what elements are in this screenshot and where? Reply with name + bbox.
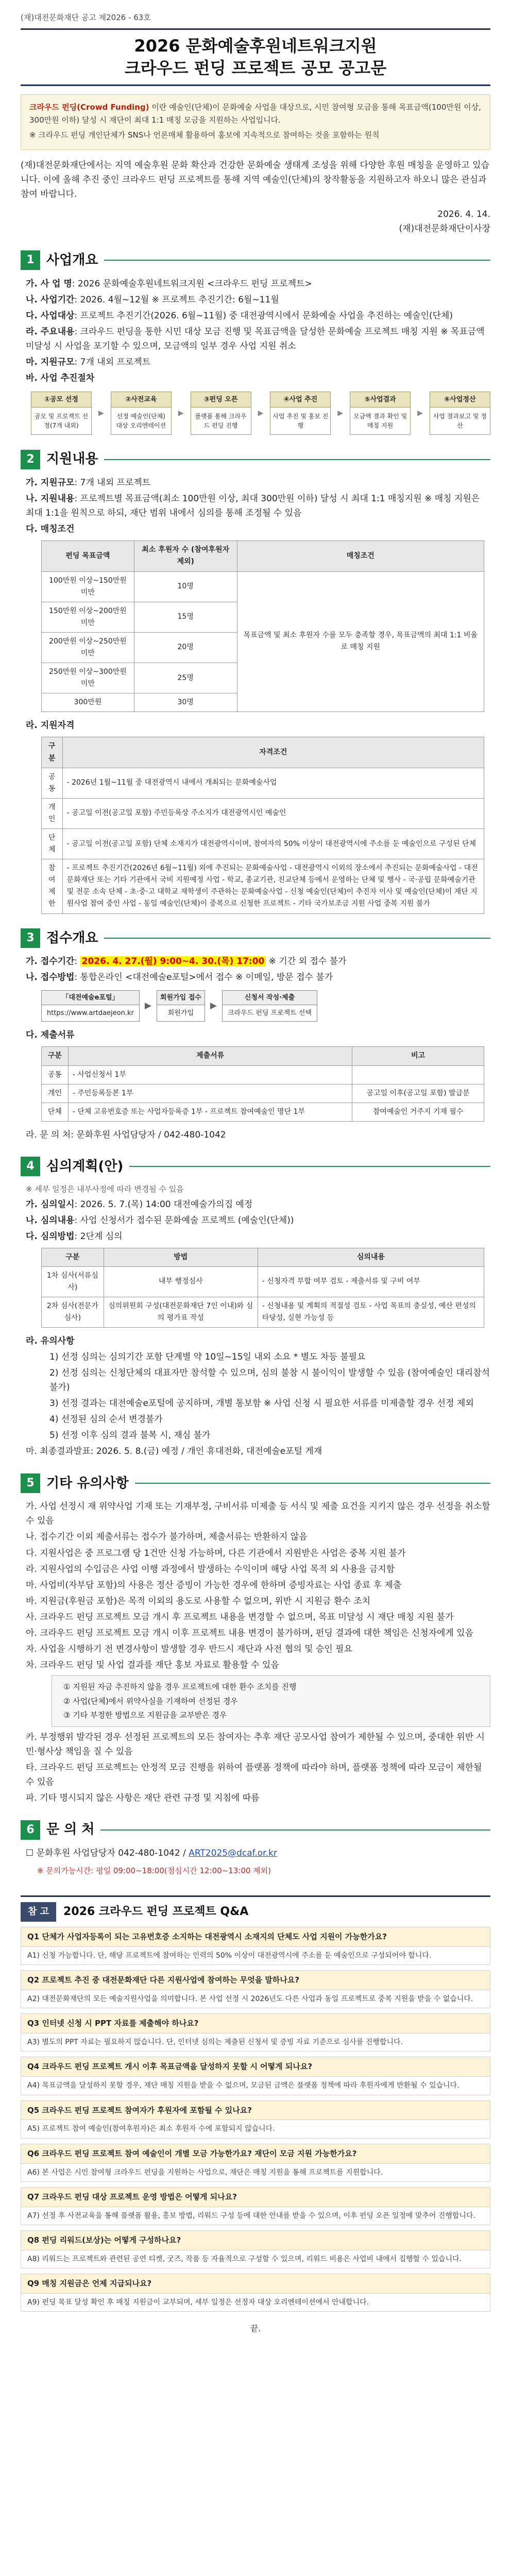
section-3-header (21, 927, 490, 950)
arrow-right-icon: ▶ (210, 1001, 217, 1011)
precaution-item: 1) 선정 심의는 심의기간 포함 단계별 약 10일~15일 내외 소요 * 별도 차등 불필요 (49, 1352, 366, 1363)
table-cell: 공고일 이후(공고일 포함) 발급분 (352, 1084, 484, 1103)
table-cell: 공통 (42, 768, 63, 798)
review-item-key: 가. 심의일시 (26, 1199, 75, 1210)
flow-step-title: ①공모 선정 (31, 392, 92, 408)
section-2-items (21, 476, 490, 536)
refund-case: ② 사업(단체)에서 위약사실을 기재하여 선정된 경우 (63, 1696, 238, 1706)
arrow-right-icon: ▶ (417, 409, 423, 417)
section-number: 1 (21, 250, 40, 270)
section-number: 5 (21, 1473, 40, 1493)
notice-date: 2026. 4. 14. (437, 209, 490, 219)
review-table-wrap (41, 1248, 484, 1328)
flow-step (430, 392, 490, 435)
section-title: 심의계획(안) (46, 1158, 124, 1174)
precaution-item: 3) 선정 결과는 대전예술e포털에 공지하며, 개별 통보함 ※ 사업 신청 시 필요한 서류를 미제출할 경우 선정 제외 (49, 1398, 474, 1409)
table-cell: - 신청내용 및 계획의 적절성 검토 - 사업 목표의 충실성, 예산 편성의 타당성, 실현 가능성 등 (258, 1297, 484, 1327)
qa-header (21, 1895, 490, 1922)
qa-item (21, 2057, 490, 2095)
title-line-2: 크라우드 펀딩 프로젝트 공모 공고문 (124, 58, 387, 78)
section-title: 문 의 처 (46, 1822, 95, 1838)
section-divider (104, 938, 490, 939)
notice-box (21, 94, 490, 150)
section-divider (100, 1829, 490, 1831)
table-cell: - 사업신청서 1부 (68, 1065, 352, 1084)
flow-step-desc: 모금액 결과 확인 및 매칭 지원 (350, 408, 411, 435)
final-announcement: 마. 최종결과발표: 2026. 5. 8.(금) 예정 / 개인 휴대전화, 대전예술e포털 게재 (26, 1446, 322, 1457)
eligibility-table-wrap (41, 737, 484, 913)
application-step-title: 「대전예술e포털」 (42, 991, 139, 1005)
table-cell: 25명 (134, 663, 237, 693)
table-header-cell: 매칭조건 (237, 541, 484, 571)
table-cell: - 신청자격 부합 여부 검토 - 제출서류 및 구비 여부 (258, 1266, 484, 1297)
table-row (42, 768, 484, 798)
table-cell: - 단체 고유번호증 또는 사업자등록증 1부 - 프로젝트 참여예술인 명단 1부 (68, 1103, 352, 1121)
qa-item (21, 2013, 490, 2052)
table-header-cell: 구분 (42, 1248, 104, 1266)
section-2-header (21, 448, 490, 470)
title-line-1: 2026 문화예술후원네트워크지원 (134, 36, 377, 56)
qa-question: Q4 크라우드 펀딩 프로젝트 개시 이후 목표금액을 달성하지 못할 시 어떻게 되나요? (21, 2057, 490, 2077)
matching-table-wrap (41, 540, 484, 712)
overview-item (26, 355, 490, 369)
section-number: 2 (21, 450, 40, 469)
overview-item-value: : 프로젝트 추진기간(2026. 6월~11월) 중 대전광역시에서 문화예술 사업을 추진하는 예술인(단체) (74, 310, 453, 321)
section-4-header (21, 1156, 490, 1178)
section-title: 사업개요 (46, 252, 98, 268)
section-divider (104, 260, 490, 261)
table-cell: 30명 (134, 693, 237, 712)
qa-answer: A7) 선정 후 사전교육을 통해 플랫폼 활용, 홍보 방법, 리워드 구성 등에 대한 안내를 받을 수 있으며, 이후 펀딩 오픈 일정에 맞추어 진행합니다. (27, 2211, 475, 2220)
qa-question: Q9 매칭 지원금은 언제 지급되나요? (21, 2274, 490, 2294)
table-cell: 1차 심사(서류심사) (42, 1266, 104, 1297)
flow-step (270, 392, 331, 435)
qa-answer: A5) 프로젝트 참여 예술인(참여후원자)은 최소 후원자 수에 포함되지 않습니다. (27, 2125, 275, 2133)
table-cell: 20명 (134, 632, 237, 663)
overview-item-key: 나. 사업기간 (26, 294, 75, 305)
notice-line-2: ※ 크라우드 펀딩 개인단체가 SNS나 언론매체 활용하여 홍보에 지속적으로 참여하는 것을 포함하는 원칙 (29, 130, 380, 140)
caution-item: 가. 사업 선정시 재 위약사업 기재 또는 기재부정, 구비서류 미제출 등 서식 및 제출 요건을 지키지 않은 경우 선정을 취소할 수 있음 (26, 1501, 490, 1527)
section-number: 3 (21, 928, 40, 948)
application-step (157, 990, 205, 1022)
table-row (42, 859, 484, 913)
caution-item: 자. 사업을 시행하기 전 변경사항이 발생할 경우 반드시 재단과 사전 협의 및 승인 필요 (26, 1643, 353, 1654)
table-header-cell: 심의내용 (258, 1248, 484, 1266)
qa-answer: A2) 대전문화재단의 모든 예술지원사업을 의미합니다. 본 사업 선정 시 2026년도 다른 사업과 동일 프로젝트로 중복 지원을 받을 수 없습니다. (27, 1994, 473, 2003)
overview-item-key: 다. 사업대상 (26, 310, 75, 321)
table-cell: 100만원 이상~150만원 미만 (42, 571, 134, 602)
application-step-title: 회원가입 접수 (157, 991, 205, 1005)
table-row (42, 798, 484, 828)
review-item (26, 1213, 490, 1228)
caution-item: 다. 지원사업은 중 프로그램 당 1건만 신청 가능하며, 다른 기관에서 지원받은 사업은 중복 지원 불가 (26, 1548, 406, 1558)
qa-title: 2026 크라우드 펀딩 프로젝트 Q&A (63, 1905, 249, 1919)
table-header-cell: 방법 (104, 1248, 258, 1266)
notice-line-1 (29, 101, 482, 127)
qa-list (21, 1927, 490, 2312)
section-1-header (21, 249, 490, 272)
table-row (42, 1084, 484, 1103)
caution-item: 차. 크라우드 펀딩 및 사업 결과를 재단 홍보 자료로 활용할 수 있음 (26, 1659, 279, 1670)
table-header-cell: 구분 (42, 737, 63, 768)
table-row (42, 1065, 484, 1084)
schedule-note: ※ 세부 일정은 내부사정에 따라 변경될 수 있음 (26, 1184, 184, 1194)
application-step-desc: https://www.artdaejeon.kr (47, 1009, 134, 1017)
flow-step-desc: 선정 예술인(단체) 대상 오리엔테이션 (111, 408, 172, 435)
caution-item: 카. 부정행위 발각된 경우 선정된 프로젝트의 모든 참여자는 추후 재단 공모사업 참여가 제한될 수 있으며, 중대한 위반 시 민·형사상 책임을 질 수 있음 (26, 1732, 485, 1757)
caution-item: 파. 기타 명시되지 않은 사항은 재단 관련 규정 및 지침에 따름 (26, 1793, 260, 1804)
overview-item-value: : 크라우드 펀딩을 통한 시민 대상 모금 진행 및 목표금액을 달성한 문화예술 프로젝트 매칭 지원 ※ 목표금액 미달성 시 사업을 포기할 수 있으며, 모금액의 일부 경우 사업 지원 취소 (26, 326, 485, 351)
table-cell: 참여예술인 거주지 기재 필수 (352, 1103, 484, 1121)
document-number: (재)대전문화재단 공고 제2026 - 63호 (21, 13, 151, 22)
table-cell: 단체 (42, 1103, 69, 1121)
table-cell: 250만원 이상~300만원 미만 (42, 663, 134, 693)
support-item-key: 다. 매칭조건 (26, 524, 75, 535)
table-cell: 300만원 (42, 693, 134, 712)
table-cell (352, 1065, 484, 1084)
table-cell: 15명 (134, 602, 237, 632)
qa-question: Q8 펀딩 리워드(보상)는 어떻게 구성하나요? (21, 2231, 490, 2250)
qa-question: Q3 인터넷 신청 시 PPT 자료를 제출해야 하나요? (21, 2014, 490, 2033)
application-flow (41, 990, 490, 1022)
review-item-key: 나. 심의내용 (26, 1215, 75, 1226)
review-item (26, 1197, 490, 1212)
precaution-item: 4) 선정된 심의 순서 변경불가 (49, 1414, 163, 1425)
caution-item: 마. 사업비(자부담 포함)의 사용은 정산 증빙이 가능한 경우에 한하며 증빙자료는 사업 종료 후 제출 (26, 1580, 402, 1590)
qa-item (21, 2100, 490, 2139)
eligibility-table (41, 737, 484, 913)
contact-block (26, 1846, 490, 1860)
qa-question: Q1 단체가 사업자등록이 되는 고유번호증 소지하는 대전광역시 소재지의 단체도 사업 지원이 가능한가요? (21, 1927, 490, 1947)
support-item (26, 476, 490, 490)
table-cell: 심의위원회 구성(대전문화재단 7인 이내)와 심의 평가표 작성 (104, 1297, 258, 1327)
documents-table-wrap (41, 1046, 484, 1121)
precaution-item: 5) 선정 이후 심의 결과 불복 시, 재심 불가 (49, 1430, 211, 1441)
table-cell: - 공고일 이전(공고일 포함) 주민등록상 주소지가 대전광역시인 예술인 (62, 798, 484, 828)
section-title: 접수개요 (46, 930, 98, 946)
review-item-value: : 2단계 심의 (74, 1231, 123, 1242)
caution-item: 라. 지원사업의 수입금은 사업 이행 과정에서 발생하는 수익이며 해당 사업 목적 외 사용을 금지함 (26, 1564, 395, 1574)
arrow-right-icon: ▶ (98, 409, 104, 417)
review-item-value: : 2026. 5. 7.(목) 14:00 대전예술가의집 예정 (74, 1199, 253, 1210)
overview-item-key: 마. 지원규모 (26, 357, 75, 367)
qa-item (21, 1927, 490, 1965)
qa-item (21, 2187, 490, 2225)
overview-item-key: 가. 사 업 명 (26, 278, 72, 289)
matching-table (41, 540, 484, 712)
qa-question: Q6 크라우드 펀딩 프로젝트 참여 예술인이 개별 모금 가능한가요? 재단이 모금 지원 가능한가요? (21, 2144, 490, 2164)
table-cell: 참여제한 (42, 859, 63, 913)
arrow-right-icon: ▶ (337, 409, 344, 417)
table-row (42, 1266, 484, 1297)
application-period: 가. 접수기간: 2026. 4. 27.(월) 9:00~4. 30.(목) 17:00 ※ 기간 외 접수 불가 (26, 956, 347, 967)
table-cell: - 주민등록등본 1부 (68, 1084, 352, 1103)
qa-item (21, 2230, 490, 2268)
caution-item: 타. 크라우드 펀딩 프로젝트는 안정적 모금 진행을 위하여 플랫폼 정책에 따라야 하며, 플랫폼 정책에 따라 모금이 제한될 수 있음 (26, 1762, 482, 1788)
section-divider (104, 459, 490, 460)
overview-item-key: 바. 사업 추진절차 (26, 372, 95, 383)
qa-tag: 참 고 (21, 1902, 56, 1922)
qa-answer: A8) 리워드는 프로젝트와 관련된 공연 티켓, 굿즈, 작품 등 자율적으로 구성할 수 있으며, 리워드 비용은 사업비 내에서 집행할 수 있습니다. (27, 2255, 462, 2263)
flow-step (31, 392, 92, 435)
flow-step-title: ⑤사업결과 (350, 392, 411, 408)
section-6-header (21, 1819, 490, 1841)
overview-item (26, 309, 490, 323)
caution-item: 바. 지원금(후원금 포함)은 목적 이외의 용도로 사용할 수 없으며, 위반 시 지원금 환수 조치 (26, 1596, 371, 1606)
qa-question: Q7 크라우드 펀딩 대상 프로젝트 운영 방법은 어떻게 되나요? (21, 2188, 490, 2207)
table-row (42, 1297, 484, 1327)
period-highlight: 2026. 4. 27.(월) 9:00~4. 30.(목) 17:00 (80, 956, 266, 967)
arrow-right-icon: ▶ (178, 409, 184, 417)
section-divider (135, 1483, 490, 1484)
review-item (26, 1229, 490, 1244)
caution-item: 나. 접수기간 이외 제출서류는 접수가 불가하며, 제출서류는 반환하지 않음 (26, 1532, 308, 1543)
table-header-cell: 자격조건 (62, 737, 484, 768)
table-row (42, 1103, 484, 1121)
process-flow (31, 392, 490, 435)
qa-question: Q5 크라우드 펀딩 프로젝트 참여자가 후원자에 포함될 수 있나요? (21, 2101, 490, 2121)
qa-answer: A3) 별도의 PPT 자료는 필요하지 않습니다. 단, 인터넷 심의는 제출된 신청서 및 증빙 자료 기준으로 심사를 진행합니다. (27, 2038, 403, 2047)
application-step-title: 신청서 작성·제출 (223, 991, 317, 1005)
flow-step-title: ④사업 추진 (270, 392, 331, 408)
section-number: 4 (21, 1157, 40, 1176)
section-5-items (21, 1499, 490, 1672)
application-method: 나. 접수방법: 통합온라인 <대전예술e포털>에서 접수 ※ 이메일, 방문 접수 불가 (26, 972, 333, 983)
table-cell: 150만원 이상~200만원 미만 (42, 602, 134, 632)
support-item (26, 522, 490, 536)
section-divider (129, 1166, 490, 1167)
contact-hours-row (26, 1863, 490, 1878)
support-item (26, 492, 490, 520)
flow-step-title: ③펀딩 오픈 (191, 392, 251, 408)
application-step-desc: 크라우드 펀딩 프로젝트 선택 (227, 1009, 312, 1017)
notice-key-term: 크라우드 펀딩(Crowd Funding) (29, 103, 149, 112)
qa-answer: A4) 목표금액을 달성하지 못할 경우, 재단 매칭 지원을 받을 수 없으며, 모금된 금액은 플랫폼 정책에 따라 후원자에게 반환될 수 있습니다. (27, 2081, 459, 2090)
table-header-cell: 최소 후원자 수 (참여후원자 제외) (134, 541, 237, 571)
refund-case: ③ 기타 부정한 방법으로 지원금을 교부받은 경우 (63, 1710, 227, 1720)
support-item-value: : 7개 내외 프로젝트 (74, 478, 151, 488)
section-5-items-2 (21, 1730, 490, 1805)
section-5-header (21, 1472, 490, 1495)
table-cell: 단체 (42, 828, 63, 859)
arrow-right-icon: ▶ (144, 1001, 151, 1011)
caution-item: 아. 크라우드 펀딩 프로젝트 모금 개시 이후 프로젝트 내용 변경이 불가하며, 펀딩 결과에 대한 책임은 신청자에게 있음 (26, 1628, 474, 1638)
flow-step-title: ⑥사업정산 (430, 392, 490, 408)
issuer: (재)대전문화재단이사장 (399, 223, 490, 234)
documents-label: 다. 제출서류 (26, 1030, 75, 1041)
contact-hours: ※ 문의가능시간: 평일 09:00~18:00(점심시간 12:00~13:00 제외) (37, 1866, 271, 1876)
table-cell: 200만원 이상~250만원 미만 (42, 632, 134, 663)
table-header-cell: 비고 (352, 1047, 484, 1065)
table-cell: 내부 행정심사 (104, 1266, 258, 1297)
intro-paragraph: (재)대전문화재단에서는 지역 예술후원 문화 확산과 건강한 문화예술 생태계 조성을 위해 다양한 후원 매칭을 운영하고 있습니다. 이에 올해 추진 중인 크라우드 펀딩 프로젝트를 통해 지역 예술인(단체)의 창작활동을 지원하고자 하오니 많은 관심과 참여 바랍니다. (21, 160, 490, 200)
table-cell: - 프로젝트 추진기간(2026년 6월~11월) 외에 추진되는 문화예술사업 - 대전광역시 이외의 장소에서 추진되는 문화예술사업 - 대전문화재단 또는 기타 기관에서 국비 지원예정 사업 - 학교, 종교기관, 친교단체 등에서 운영하는 단체 및 행사 - 국·공립 문화예술기관 및 전문 소속 단체 - 초·중·고 대학교 재학생이 주관하는 문화예술사업 - 신청 예술인(단체)이 추진자 이사 및 예술인(단체)이 재단 지원사업 참여 중인 사업 - 동일 예술인(단체)이 중복으로 신청한 프로젝트 - 기타 국가보조금 지원 사업 중복 지원 불가 (62, 859, 484, 913)
table-header-cell: 제출서류 (68, 1047, 352, 1065)
flow-step (350, 392, 411, 435)
overview-item-value: : 2026 문화예술후원네트워크지원 <크라우드 펀딩 프로젝트> (72, 278, 312, 289)
review-item-value: : 사업 신청서가 접수된 문화예술 프로젝트 (예술인(단체)) (74, 1215, 294, 1226)
table-row (42, 828, 484, 859)
qa-answer: A9) 펀딩 목표 달성 확인 후 매칭 지원금이 교부되며, 세부 일정은 선정자 대상 오리엔테이션에서 안내합니다. (27, 2298, 369, 2307)
table-cell-merged: 목표금액 및 최소 후원자 수를 모두 충족할 경우, 목표금액의 최대 1:1 비율로 매칭 지원 (237, 571, 484, 712)
flow-step-title: ②사전교육 (111, 392, 172, 408)
documents-table (41, 1046, 484, 1121)
table-cell: 공통 (42, 1065, 69, 1084)
refund-case: ① 지원된 자금 추진하지 않을 경우 프로젝트에 대한 환수 조치를 진행 (63, 1682, 297, 1691)
overview-item (26, 371, 490, 385)
qa-item (21, 1970, 490, 2008)
table-cell: 2차 심사(전문가심사) (42, 1297, 104, 1327)
flow-step (111, 392, 172, 435)
contact-line: ☐ 문화후원 사업담당자 042-480-1042 / (26, 1848, 186, 1859)
arrow-right-icon: ▶ (258, 409, 264, 417)
flow-step-desc: 플랫폼 통해 크라우드 펀딩 진행 (191, 408, 251, 435)
table-cell: - 공고일 이전(공고일 포함) 단체 소재지가 대전광역시이며, 참여자의 50% 이상이 대전광역시에 주소를 둔 예술인으로 구성된 단체 (62, 828, 484, 859)
overview-item (26, 277, 490, 291)
eligibility-label: 라. 지원자격 (26, 720, 75, 731)
qa-item (21, 2274, 490, 2312)
section-3-contact: 라. 문 의 처: 문화후원 사업담당자 / 042-480-1042 (26, 1129, 226, 1140)
table-header-cell: 구분 (42, 1047, 69, 1065)
support-item-key: 가. 지원규모 (26, 478, 75, 488)
overview-item-value: : 2026. 4월~12월 ※ 프로젝트 추진기간: 6월~11월 (74, 294, 279, 305)
flow-step-desc: 사업 추진 및 홍보 진행 (270, 408, 331, 435)
support-item-key: 나. 지원내용 (26, 494, 75, 504)
table-row (42, 571, 484, 602)
section-number: 6 (21, 1820, 40, 1840)
table-cell: 10명 (134, 571, 237, 602)
overview-item-key: 라. 주요내용 (26, 326, 75, 337)
contact-email-link[interactable]: ART2025@dcaf.or.kr (189, 1848, 277, 1859)
precaution-item: 2) 선정 심의는 신청단체의 대표자만 참석할 수 있으며, 심의 불참 시 불이익이 발생할 수 있음 (참여예술인 대리참석 불가) (49, 1368, 490, 1393)
qa-item (21, 2144, 490, 2182)
application-step (222, 990, 317, 1022)
support-item-value: : 프로젝트별 목표금액(최소 100만원 이상, 최대 300만원 이하) 달성 시 최대 1:1 매칭지원 ※ 매칭 지원은 최대 1:1을 원칙으로 하되, 재단 범위 내에서 심의를 통해 조정될 수 있음 (26, 494, 480, 519)
flow-step-desc: 사업 결과보고 및 정산 (430, 408, 490, 435)
section-1-items (21, 277, 490, 385)
review-table (41, 1248, 484, 1328)
overview-item (26, 293, 490, 307)
table-cell: 개인 (42, 798, 63, 828)
overview-item (26, 325, 490, 353)
review-item-key: 다. 심의방법 (26, 1231, 75, 1242)
flow-step (191, 392, 251, 435)
overview-item-value: : 7개 내외 프로젝트 (74, 357, 151, 367)
precautions-label: 라. 유의사항 (26, 1336, 75, 1347)
table-cell: 개인 (42, 1084, 69, 1103)
application-step-desc: 회원가입 (167, 1009, 194, 1017)
refund-cases (52, 1675, 490, 1727)
caution-item: 사. 크라우드 펀딩 프로젝트 모금 개시 후 프로젝트 내용을 변경할 수 없으며, 목표 미달성 시 재단 매칭 지원 불가 (26, 1612, 454, 1622)
section-title: 기타 유의사항 (46, 1475, 129, 1491)
qa-question: Q2 프로젝트 추진 중 대전문화재단 다른 지원사업에 참여하는 무엇을 말하나요? (21, 1971, 490, 1990)
application-step (41, 990, 140, 1022)
precautions-list (21, 1350, 490, 1443)
end-mark: 끝. (250, 2324, 261, 2334)
table-header-cell: 펀딩 목표금액 (42, 541, 134, 571)
qa-answer: A6) 본 사업은 시민 참여형 크라우드 펀딩을 지원하는 사업으로, 재단은 매칭 지원을 통해 프로젝트를 지원합니다. (27, 2168, 383, 2177)
table-cell: - 2026년 1월~11월 중 대전광역시 내에서 개최되는 문화예술사업 (62, 768, 484, 798)
title-block (21, 28, 490, 86)
section-title: 지원내용 (46, 451, 98, 467)
qa-answer: A1) 신청 가능합니다. 단, 해당 프로젝트에 참여하는 인력의 50% 이상이 대전광역시에 주소를 둔 예술인으로 구성되어야 합니다. (27, 1951, 432, 1960)
section-4-items (21, 1197, 490, 1244)
flow-step-desc: 공모 및 프로젝트 선정(7개 내외) (31, 408, 92, 435)
notice-line-1-rest: 이란 예술인(단체)이 문화예술 사업을 대상으로, 시민 참여형 모금을 통해 목표금액(100만원 이상, 300만원 이하) 달성 시 재단이 최대 1:1 매칭 모금을 지원하는 사업입니다. (29, 103, 481, 125)
